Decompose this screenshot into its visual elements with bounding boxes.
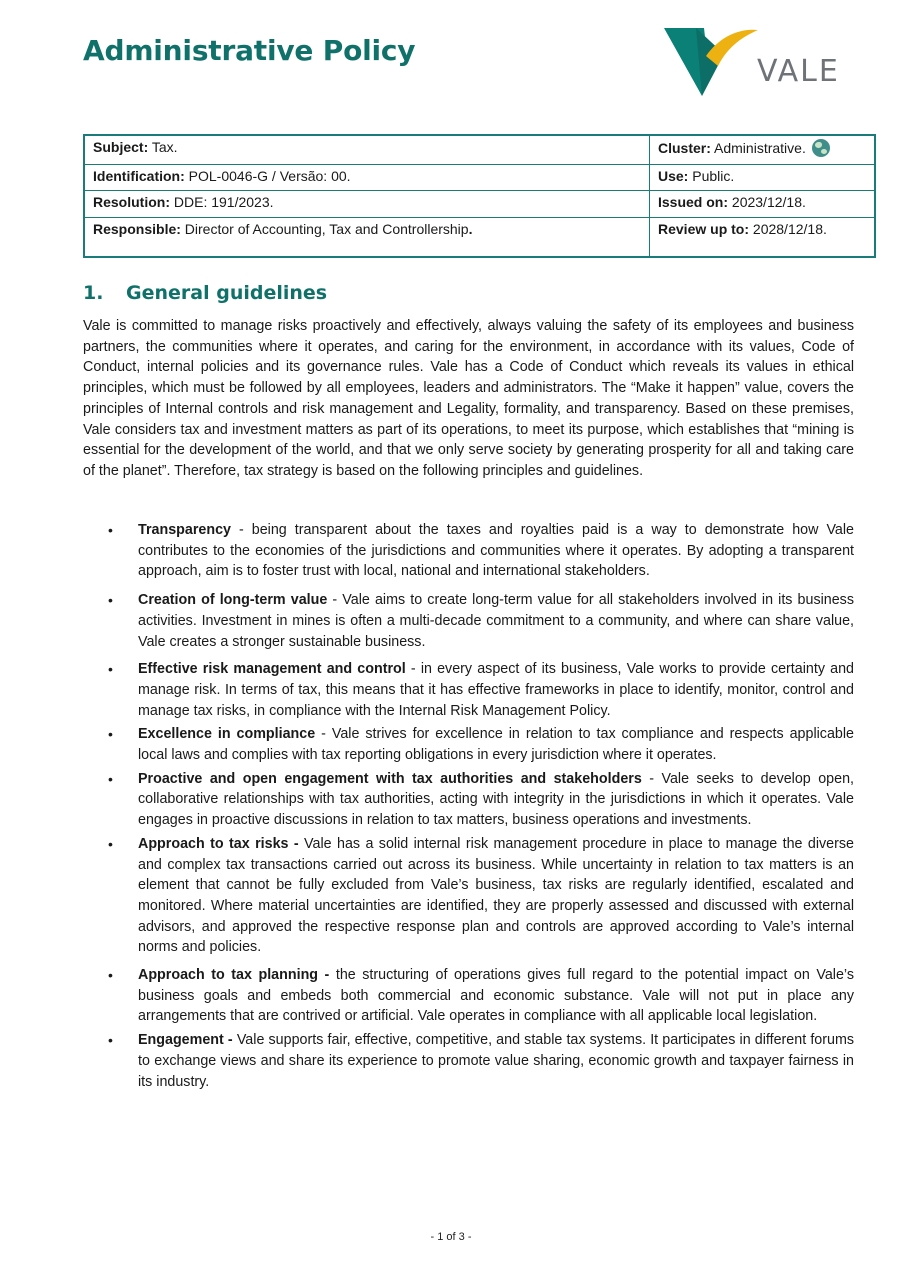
bullet-marker: • [108,1032,113,1049]
guidelines-list [108,520,854,1092]
list-item [108,520,854,582]
review-label: Review up to: [658,221,750,237]
intro-paragraph: Vale is committed to manage risks proactively and effectively, always valuing the safety of its employees and business partners, the communities where it operates, and caring for the environment, in accordance with its values, Code of Conduct, internal policies and its governance rules. Vale has a Code of Conduct which reveals its values in ethical principles, which must be followed by all employees, leaders and administrators. The “Make it happen” value, covers the principles of Internal controls and risk management and Legality, formality, and transparency. Based on these premises, Vale considers tax and investment matters as part of its operations, to meet its purpose, which establishes that “mining is essential for the development of the world, and that we only serve society by generating prosperity for all and taking care of the planet”. Therefore, tax strategy is based on the following principles and guidelines. [83,318,854,479]
vale-logo [662,24,852,100]
bullet-marker: • [108,726,113,743]
section-heading [83,282,327,304]
bullet-marker: • [108,770,113,787]
bullet-marker: • [108,967,113,984]
list-item-text: - in every aspect of its business, Vale works to provide certainty and manage risk. In terms of tax, this means that it has effective frameworks in place to identify, monitor, control and manage tax risks, in compliance with the Internal Risk Management Policy. [138,661,854,719]
resolution-cell [84,191,650,218]
use-value: Public. [688,168,735,184]
list-item [108,965,854,1027]
responsible-value: Director of Accounting, Tax and Controllership [180,221,469,237]
list-item [108,659,854,721]
list-item-title: Approach to tax risks - [138,835,299,852]
resolution-value: DDE: 191/2023. [170,194,274,210]
list-item-title: Effective risk management and control [138,661,406,678]
subject-label: Subject: [93,139,149,155]
list-item [108,769,854,831]
review-value: 2028/12/18. [749,221,827,237]
cluster-label: Cluster: [658,140,711,156]
issued-cell [650,191,876,218]
identification-value: POL-0046-G / Versão: 00. [184,168,351,184]
list-item-title: Excellence in compliance [138,726,316,743]
issued-value: 2023/12/18. [728,194,806,210]
page-number: - 1 of 3 - [430,1231,472,1243]
list-item-text: Vale supports fair, effective, competitive, and stable tax systems. It participates in different forums to exchange views and share its experience to promote value sharing, economic growth and taxpayer fairness in its industry. [138,1032,855,1090]
resolution-label: Resolution: [93,194,170,210]
list-item [108,1030,854,1092]
globe-icon [812,139,830,157]
list-item-text: - Vale strives for excellence in relation to tax compliance and respects applicable local laws and complies with tax reporting obligations in every jurisdiction where it operates. [138,726,854,764]
review-cell [650,218,876,258]
section-title: General guidelines [126,282,328,304]
bullet-marker: • [108,592,113,609]
identification-label: Identification: [93,168,185,184]
list-item-text: the structuring of operations gives full regard to the potential impact on Vale’s business goals and embeds both commercial and economic substance. Vale will not put in place any arrangements that are contrived or artificial. Vale operates in compliance with all applicable local legislation. [138,967,854,1025]
list-item-text: - Vale aims to create long-term value for all stakeholders involved in its business activities. Investment in mines is often a multi-decade commitment to a community, and where can share value, Vale creates a stronger sustainable business. [138,592,854,650]
list-item-title: Approach to tax planning - [138,967,330,984]
bullet-marker: • [108,835,113,852]
responsible-label: Responsible: [93,221,181,237]
list-item [108,834,854,958]
policy-info-table [83,134,876,258]
list-item-title: Creation of long-term value [138,592,328,609]
list-item-title: Proactive and open engagement with tax authorities and stakeholders [138,770,642,787]
bullet-marker: • [108,522,113,538]
page-title: Administrative Policy [83,34,416,67]
use-cell [650,165,876,191]
use-label: Use: [658,168,689,184]
vale-logo-mark [662,24,762,100]
section-number: 1. [83,282,104,304]
cluster-cell [650,135,876,165]
subject-value: Tax. [148,139,178,155]
list-item-text: - being transparent about the taxes and royalties paid is a way to demonstrate how Vale contributes to the economies of the jurisdictions and communities where it operates. By adopting a transparent approach, aim is to foster trust with local, national and international stakeholders. [138,522,854,580]
cluster-value: Administrative. [710,140,806,156]
subject-cell [84,135,650,165]
list-item-text: - Vale seeks to develop open, collaborative relationships with tax authorities, acting with integrity in the jurisdictions in which it operates. Vale engages in proactive discussions in relation to tax matters, business operations and investments. [138,770,854,829]
bullet-marker: • [108,661,113,678]
list-item-title: Engagement - [138,1032,233,1049]
list-item [108,724,854,765]
responsible-period: . [468,221,473,237]
list-item [108,590,854,652]
identification-cell [84,165,650,191]
list-item-title: Transparency [138,522,231,538]
vale-logo-text: VALE [757,54,840,89]
issued-label: Issued on: [658,194,729,210]
list-item-text: Vale has a solid internal risk management procedure in place to manage the diverse and complex tax transactions carried out across its business. While uncertainty in relation to tax matters is an element that cannot be fully excluded from Vale’s business, tax risks are regularly identified, escalated and monitored. Where material uncertainties are identified, they are properly assessed and discussed with external advisors, and approved the respective response plan and controls are approved according to Vale’s internal norms and policies. [138,835,854,956]
responsible-cell [84,218,650,258]
